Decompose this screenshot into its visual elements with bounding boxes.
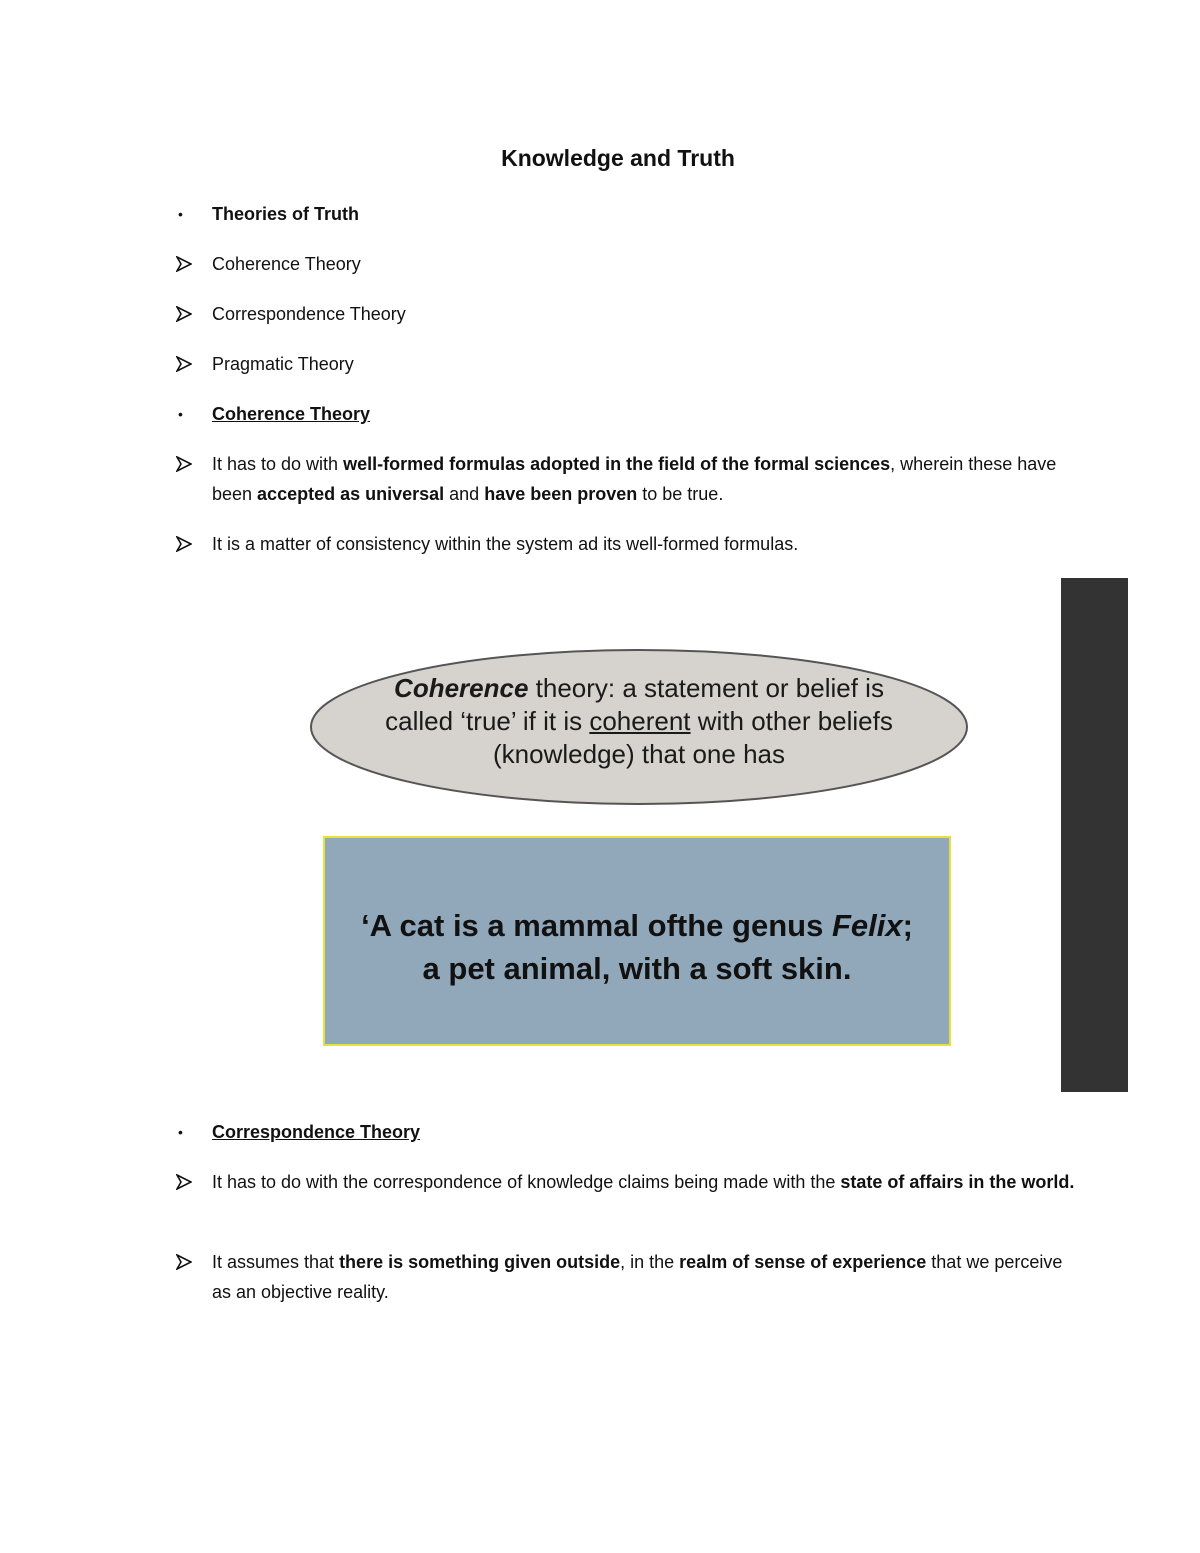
bold-run: well-formed formulas adopted in the field of the formal sciences bbox=[343, 454, 891, 474]
document-title: Knowledge and Truth bbox=[501, 145, 735, 171]
bold-run: realm of sense of experience bbox=[679, 1252, 927, 1272]
list-item bbox=[176, 249, 1080, 279]
arrow-bullet-icon bbox=[176, 249, 194, 279]
bold-run: state of affairs in the world bbox=[840, 1172, 1070, 1192]
quote-line: a pet animal, with a soft skin. bbox=[422, 951, 852, 986]
quote-box bbox=[323, 836, 951, 1046]
coherence-paragraph-2: It is a matter of consistency within the system ad its well-formed formulas. bbox=[212, 534, 799, 554]
arrow-bullet-icon bbox=[176, 349, 194, 379]
coherence-paragraph-1 bbox=[212, 449, 1080, 509]
text-run: that we perceive as an objective reality. bbox=[212, 1252, 1063, 1302]
quote-line: ; bbox=[902, 908, 913, 943]
ellipse-caption bbox=[308, 672, 970, 771]
ellipse-line: (knowledge) that one has bbox=[493, 739, 785, 769]
bullet-icon: • bbox=[178, 1124, 183, 1140]
correspondence-paragraph-2 bbox=[212, 1247, 1080, 1307]
bullet-icon: • bbox=[178, 406, 183, 422]
quote-italic: Felix bbox=[831, 908, 903, 943]
list-item bbox=[176, 449, 1080, 509]
correspondence-heading: Correspondence Theory bbox=[212, 1122, 421, 1142]
list-item bbox=[176, 349, 1080, 379]
text-run: It has to do with bbox=[212, 454, 344, 474]
text-run: to be true. bbox=[637, 484, 724, 504]
ellipse-line: with other beliefs bbox=[690, 706, 893, 736]
arrow-bullet-icon bbox=[176, 1247, 194, 1277]
bold-run: accepted as universal bbox=[257, 484, 445, 504]
coherence-heading: Coherence Theory bbox=[212, 404, 371, 424]
text-run: , wherein these have been bbox=[212, 454, 1057, 504]
bold-run: have been proven bbox=[484, 484, 638, 504]
list-item bbox=[176, 529, 1080, 559]
theory-item: Coherence Theory bbox=[212, 254, 361, 274]
side-bar bbox=[1061, 578, 1128, 1092]
list-item bbox=[176, 1247, 1080, 1307]
theory-item: Pragmatic Theory bbox=[212, 354, 354, 374]
quote-line: ‘A cat is a mammal ofthe genus bbox=[361, 908, 832, 943]
arrow-bullet-icon bbox=[176, 1167, 194, 1197]
list-item bbox=[176, 1167, 1080, 1197]
ellipse-word: coherent bbox=[589, 706, 691, 736]
text-run: It has to do with the correspondence of knowledge claims being made with the bbox=[212, 1172, 841, 1192]
ellipse-line: called ‘true’ if it is bbox=[385, 706, 590, 736]
list-item bbox=[176, 399, 1080, 429]
text-run: and bbox=[444, 484, 485, 504]
arrow-bullet-icon bbox=[176, 299, 194, 329]
arrow-bullet-icon bbox=[176, 529, 194, 559]
list-item bbox=[176, 299, 1080, 329]
text-run: . bbox=[1069, 1172, 1075, 1192]
bold-run: there is something given outside bbox=[339, 1252, 621, 1272]
list-item bbox=[176, 1117, 1080, 1147]
correspondence-paragraph-1 bbox=[212, 1167, 1080, 1197]
arrow-bullet-icon bbox=[176, 449, 194, 479]
bullet-icon: • bbox=[178, 206, 183, 222]
quote-text bbox=[325, 904, 949, 990]
theory-item: Correspondence Theory bbox=[212, 304, 406, 324]
coherence-ellipse bbox=[308, 646, 970, 808]
ellipse-word: Coherence bbox=[394, 673, 529, 703]
ellipse-line: theory: a statement or belief is bbox=[528, 673, 884, 703]
list-item bbox=[176, 199, 1080, 229]
theories-heading: Theories of Truth bbox=[212, 204, 360, 224]
text-run: , in the bbox=[620, 1252, 680, 1272]
text-run: It assumes that bbox=[212, 1252, 340, 1272]
